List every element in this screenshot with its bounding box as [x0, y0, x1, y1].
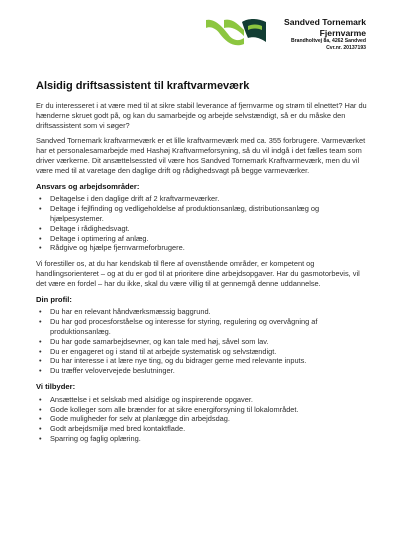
company-info: [284, 17, 366, 52]
list-item: • Deltage i optimering af anlæg.: [36, 234, 368, 244]
list-item: • Du træffer velovervejede beslutninger.: [36, 366, 368, 376]
intro-paragraph-2: Sandved Tornemark kraftvarmeværk er et lille kraftvarmeværk med ca. 355 forbrugere. Varmeværket har et personalesamarbejde med Hashøj Kraftvarmeforsyning, så du vil indgå i det fælles team som driver værkerne. Dit ansættelsessted vil være hos Sandved Tornemark Kraftvarmeværk, men du vil være med til at varetage den daglige drift og rådighedsvagt på begge varmeværker.: [36, 136, 366, 175]
list-item: • Godt arbejdsmiljø med bred kontaktflade.: [36, 424, 368, 434]
company-subtitle: Fjernvarme: [319, 27, 366, 38]
company-logo: [204, 16, 268, 46]
company-name: Sandved Tornemark: [284, 17, 366, 27]
responsibilities-list: [36, 194, 368, 253]
list-item: • Gode muligheder for selv at planlægge din arbejdsdag.: [36, 414, 368, 424]
job-title: Alsidig driftsassistent til kraftvarmeværk: [36, 80, 250, 92]
company-cvr: Cvr.nr. 20137193: [326, 45, 366, 51]
list-item: • Deltage i rådighedsvagt.: [36, 224, 368, 234]
section-heading-offer: Vi tilbyder:: [36, 381, 76, 391]
intro-paragraph-1: Er du interesseret i at være med til at sikre stabil leverance af fjernvarme og strøm til elnettet? Har du hænderne skruet godt på, og kan du samarbejde og arbejde selvstændigt, så er du måske den driftsassistent som vi søger?: [36, 101, 367, 130]
company-address: Brandholtvej 8a, 4262 Sandved: [290, 38, 366, 44]
offer-list: [36, 395, 368, 444]
list-item: • Du har god procesforståelse og interesse for styring, regulering og overvågning af produktionsanlæg.: [36, 317, 368, 337]
list-item: • Deltage i fejlfinding og vedligeholdelse af produktionsanlæg, distributionsanlæg og hjælpesystemer.: [36, 204, 368, 224]
list-item: • Du har gode samarbejdsevner, og kan tale med høj, såvel som lav.: [36, 337, 368, 347]
list-item: • Deltagelse i den daglige drift af 2 kraftvarmeværker.: [36, 194, 368, 204]
list-item: • Sparring og faglig oplæring.: [36, 434, 368, 444]
expectations-paragraph: Vi forestiller os, at du har kendskab til flere af ovenstående områder, er kompetent og handlingsorienteret – og at du er god til at prioritere dine arbejdsopgaver. Har du gasmotorbevis, vil det være en fordel – har du ikke, skal du være villig til at gennemgå denne uddannelse.: [36, 259, 360, 288]
list-item: • Gode kolleger som alle brænder for at sikre energiforsyning til lokalområdet.: [36, 405, 368, 415]
document-body: [36, 80, 368, 450]
list-item: • Du har interesse i at lære nye ting, og du bidrager gerne med relevante inputs.: [36, 356, 368, 366]
list-item: • Ansættelse i et selskab med alsidige og inspirerende opgaver.: [36, 395, 368, 405]
list-item: • Du er engageret og i stand til at arbejde systematisk og selvstændigt.: [36, 347, 368, 357]
list-item: • Rådgive og hjælpe fjernvarmeforbrugere.: [36, 243, 368, 253]
section-heading-profile: Din profil:: [36, 294, 72, 304]
profile-list: [36, 307, 368, 376]
list-item: • Du har en relevant håndværksmæssig baggrund.: [36, 307, 368, 317]
section-heading-responsibilities: Ansvars og arbejdsområder:: [36, 181, 140, 191]
